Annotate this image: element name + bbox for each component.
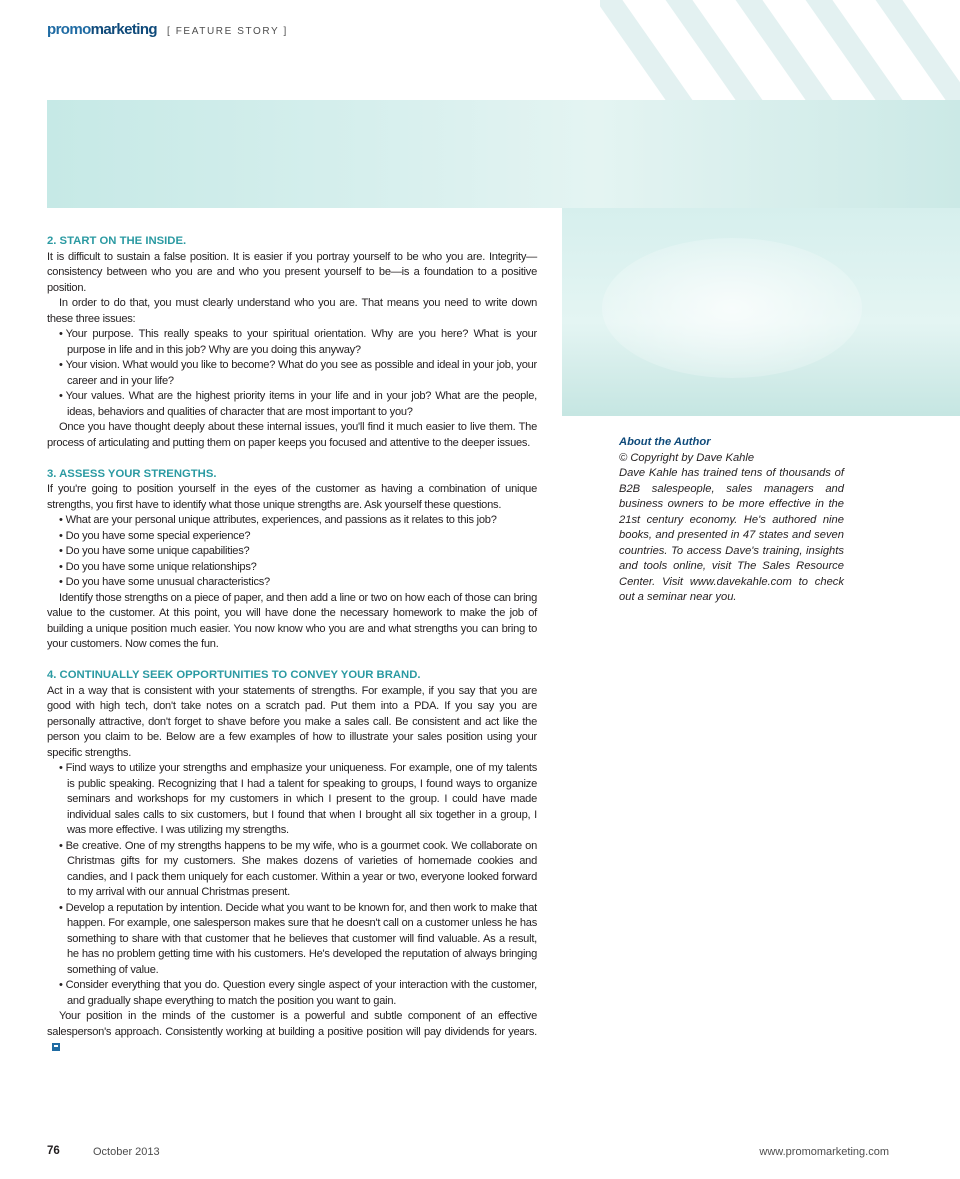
- section-4-heading: 4. CONTINUALLY SEEK OPPORTUNITIES TO CONVEY YOUR BRAND.: [47, 669, 421, 681]
- logo-light: promo: [47, 21, 91, 38]
- list-item: • Find ways to utilize your strengths and emphasize your uniqueness. For example, one of my talents is public speaking. Recognizing that I had a talent for speaking to groups, I found ways to organize seminars and workshops for my customers in which I present to the group. I could have made individual sales calls to six customers, but I found that when I brought all six together in a group, I was more effective. I was utilizing my strengths.: [59, 761, 537, 839]
- list-item: • Be creative. One of my strengths happens to be my wife, who is a gourmet cook. We collaborate on Christmas gifts for my customers. She makes dozens of varieties of homemade cookies and candies, and I pack them uniquely for each customer. Within a year or two, everyone looked forward to my arrival with our annual Christmas present.: [59, 839, 537, 901]
- section-4-bullets: [47, 761, 537, 1009]
- about-the-author: [619, 435, 844, 606]
- magazine-logo: [47, 21, 157, 38]
- website-url: www.promomarketing.com: [759, 1146, 889, 1158]
- list-item: • Consider everything that you do. Question every single aspect of your interaction with the customer, and gradually shape everything to match the position you want to gain.: [59, 978, 537, 1009]
- section-2-bullets: [47, 327, 537, 420]
- section-2-heading: 2. START ON THE INSIDE.: [47, 235, 187, 247]
- decorative-stripes: [600, 0, 960, 100]
- end-of-story-icon: [52, 1043, 60, 1051]
- closing-paragraph: [47, 1009, 537, 1056]
- page-number: 76: [47, 1145, 60, 1157]
- list-item: • Do you have some unusual characteristics?: [59, 575, 537, 591]
- copyright-line: © Copyright by Dave Kahle: [619, 451, 755, 464]
- list-item: • Your values. What are the highest priority items in your life and in your job? What are the people, ideas, behaviors and qualities of character that are most important to you?: [59, 389, 537, 420]
- paragraph: If you're going to position yourself in the eyes of the customer as having a combination of unique strengths, you first have to identify what those unique strengths are. Ask yourself these questions.: [47, 483, 537, 511]
- section-label: [ FEATURE STORY ]: [166, 26, 288, 37]
- issue-date: October 2013: [93, 1146, 160, 1158]
- list-item: • What are your personal unique attributes, experiences, and passions as it relates to this job?: [59, 513, 537, 529]
- article-body: [47, 234, 537, 1056]
- paragraph: In order to do that, you must clearly understand who you are. That means you need to write down these three issues:: [47, 297, 537, 325]
- masthead: [47, 21, 288, 38]
- paragraph: Once you have thought deeply about these internal issues, you'll find it much easier to live them. The process of articulating and putting them on paper keeps you focused and attentive to the deeper issues.: [47, 421, 537, 449]
- paragraph: Identify those strengths on a piece of paper, and then add a line or two on how each of those can bring value to the customer. At this point, you will have done the necessary homework to make the job of building a unique position much easier. You now know who you are and what strengths you can bring to your customers. Now comes the fun.: [47, 591, 537, 650]
- feature-photo-side: [562, 208, 960, 416]
- list-item: • Develop a reputation by intention. Decide what you want to be known for, and then work to make that happen. For example, one salesperson makes sure that he doesn't call on a customer unless he has something to share with that customer that he believes that customer will find valuable. As a result, he has no problem getting time with his customers. He's developed the reputation of always bringing something of value.: [59, 901, 537, 979]
- list-item: • Do you have some unique relationships?: [59, 560, 537, 576]
- list-item: • Your purpose. This really speaks to your spiritual orientation. Why are you here? What is your purpose in life and in this job? Why are you doing this anyway?: [59, 327, 537, 358]
- author-box-title: About the Author: [619, 436, 711, 448]
- list-item: • Do you have some unique capabilities?: [59, 544, 537, 560]
- list-item: • Do you have some special experience?: [59, 529, 537, 545]
- author-bio: Dave Kahle has trained tens of thousands of B2B salespeople, sales managers and business owners to be more effective in the 21st century economy. He's authored nine books, and presented in 47 states and seven countries. To access Dave's training, insights and tools online, visit The Sales Resource Center. Visit www.davekahle.com to check out a seminar near you.: [619, 467, 844, 603]
- paragraph: It is difficult to sustain a false position. It is easier if you portray yourself to be who you are. Integrity—consistency between who you are and who you present yourself to be—is a foundation to a positive position.: [47, 250, 537, 294]
- paragraph: Act in a way that is consistent with your statements of strengths. For example, if you say that you are good with high tech, don't take notes on a scratch pad. Put them into a PDA. If you say you are personally attractive, don't forget to shave before you make a sales call. Be consistent and act like the person you claim to be. Below are a few examples of how to illustrate your sales position using your specific strengths.: [47, 684, 537, 759]
- logo-bold: marketing: [90, 21, 157, 38]
- closing-text: Your position in the minds of the customer is a powerful and subtle component of an effective salesperson's approach. Consistently working at building a positive position will pay dividends for years.: [47, 1010, 537, 1038]
- feature-photo-top: [47, 100, 960, 208]
- section-3-bullets: [47, 513, 537, 591]
- list-item: • Your vision. What would you like to become? What do you see as possible and ideal in your job, your career and in your life?: [59, 358, 537, 389]
- section-3-heading: 3. ASSESS YOUR STRENGTHS.: [47, 467, 217, 480]
